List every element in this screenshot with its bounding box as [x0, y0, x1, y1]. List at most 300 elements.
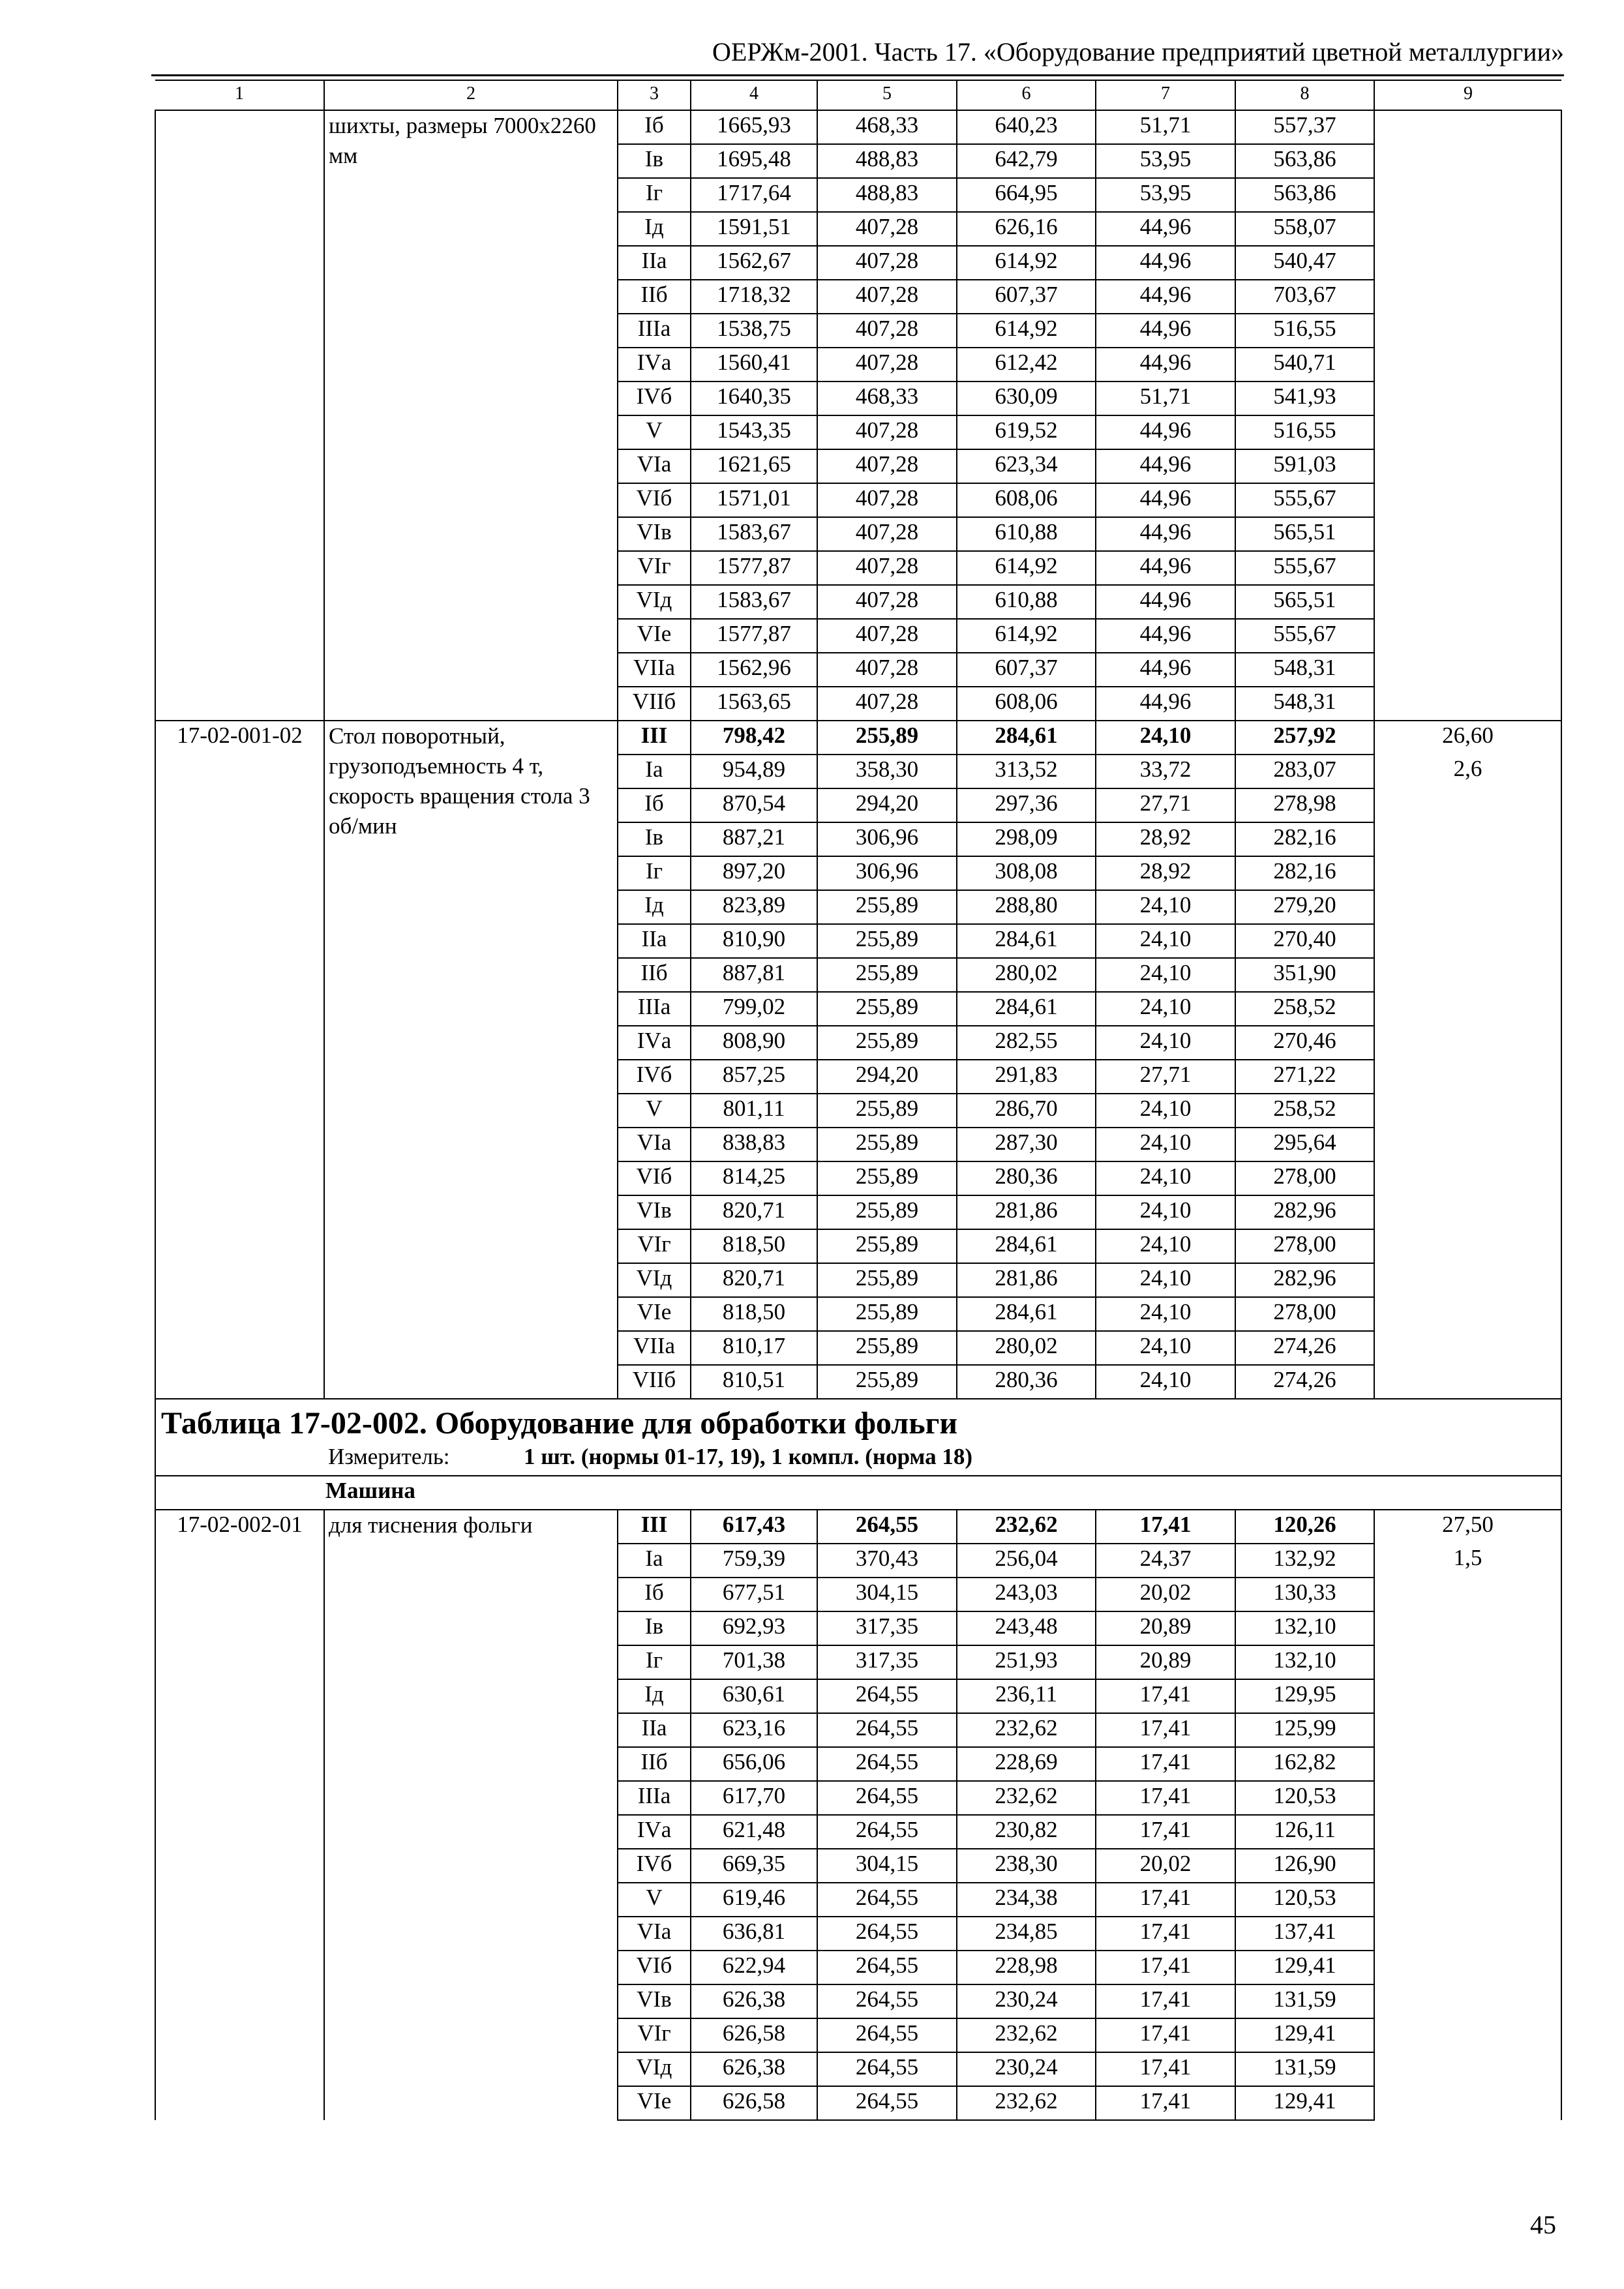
value-cell: 264,55 [817, 1747, 957, 1781]
value-cell: 24,10 [1096, 1365, 1235, 1399]
zone-cell: VIIа [618, 1331, 691, 1365]
value-cell: 24,10 [1096, 1297, 1235, 1331]
extra-cell [1374, 1917, 1561, 1951]
value-cell: 264,55 [817, 1951, 957, 1984]
column-number: 5 [817, 80, 957, 110]
item-code: 17-02-002-01 [155, 1510, 324, 2120]
value-cell: 284,61 [957, 721, 1096, 755]
value-cell: 692,93 [691, 1611, 817, 1645]
value-cell: 20,02 [1096, 1849, 1235, 1883]
value-cell: 317,35 [817, 1645, 957, 1679]
value-cell: 264,55 [817, 2086, 957, 2120]
value-cell: 264,55 [817, 1815, 957, 1849]
value-cell: 557,37 [1235, 110, 1374, 144]
value-cell: 516,55 [1235, 314, 1374, 348]
value-cell: 129,41 [1235, 1951, 1374, 1984]
value-cell: 488,83 [817, 178, 957, 212]
value-cell: 230,24 [957, 2052, 1096, 2086]
value-cell: 630,09 [957, 382, 1096, 415]
value-cell: 656,06 [691, 1747, 817, 1781]
value-cell: 24,10 [1096, 1094, 1235, 1128]
zone-cell: V [618, 415, 691, 449]
value-cell: 897,20 [691, 856, 817, 890]
value-cell: 614,92 [957, 246, 1096, 280]
value-cell: 284,61 [957, 924, 1096, 958]
zone-cell: VIа [618, 1917, 691, 1951]
value-cell: 278,00 [1235, 1161, 1374, 1195]
extra-cell [1374, 890, 1561, 924]
value-cell: 640,23 [957, 110, 1096, 144]
value-cell: 24,10 [1096, 1263, 1235, 1297]
value-cell: 17,41 [1096, 1713, 1235, 1747]
value-cell: 548,31 [1235, 687, 1374, 721]
value-cell: 282,96 [1235, 1263, 1374, 1297]
value-cell: 255,89 [817, 890, 957, 924]
rates-table [155, 80, 1562, 2121]
table-row [155, 110, 1561, 144]
value-cell: 291,83 [957, 1060, 1096, 1094]
value-cell: 24,10 [1096, 992, 1235, 1026]
value-cell: 407,28 [817, 348, 957, 382]
value-cell: 308,08 [957, 856, 1096, 890]
value-cell: 44,96 [1096, 212, 1235, 246]
value-cell: 887,81 [691, 958, 817, 992]
value-cell: 17,41 [1096, 1883, 1235, 1917]
value-cell: 304,15 [817, 1578, 957, 1611]
value-cell: 279,20 [1235, 890, 1374, 924]
value-cell: 255,89 [817, 1297, 957, 1331]
extra-cell: 27,50 [1374, 1510, 1561, 1544]
extra-cell [1374, 1645, 1561, 1679]
value-cell: 1621,65 [691, 449, 817, 483]
zone-cell: Iг [618, 1645, 691, 1679]
page-header: ОЕРЖм-2001. Часть 17. «Оборудование предприятий цветной металлургии» [712, 37, 1564, 67]
zone-cell: VIе [618, 619, 691, 653]
value-cell: 626,16 [957, 212, 1096, 246]
value-cell: 808,90 [691, 1026, 817, 1060]
value-cell: 17,41 [1096, 1951, 1235, 1984]
zone-cell: VIг [618, 551, 691, 585]
value-cell: 132,10 [1235, 1645, 1374, 1679]
value-cell: 1563,65 [691, 687, 817, 721]
value-cell: 857,25 [691, 1060, 817, 1094]
value-cell: 255,89 [817, 1331, 957, 1365]
value-cell: 617,70 [691, 1781, 817, 1815]
value-cell: 131,59 [1235, 1984, 1374, 2018]
value-cell: 1543,35 [691, 415, 817, 449]
value-cell: 294,20 [817, 1060, 957, 1094]
value-cell: 162,82 [1235, 1747, 1374, 1781]
value-cell: 280,36 [957, 1365, 1096, 1399]
value-cell: 238,30 [957, 1849, 1096, 1883]
value-cell: 304,15 [817, 1849, 957, 1883]
zone-cell: Iа [618, 1544, 691, 1578]
value-cell: 607,37 [957, 280, 1096, 314]
zone-cell: Iг [618, 178, 691, 212]
value-cell: 255,89 [817, 1094, 957, 1128]
value-cell: 44,96 [1096, 415, 1235, 449]
extra-cell [1374, 382, 1561, 415]
extra-cell [1374, 517, 1561, 551]
value-cell: 820,71 [691, 1195, 817, 1229]
value-cell: 468,33 [817, 110, 957, 144]
extra-cell [1374, 1883, 1561, 1917]
zone-cell: VIIа [618, 653, 691, 687]
zone-cell: IIIа [618, 992, 691, 1026]
extra-cell [1374, 212, 1561, 246]
value-cell: 810,17 [691, 1331, 817, 1365]
meter-value: 1 шт. (нормы 01-17, 19), 1 компл. (норма 18) [524, 1444, 973, 1469]
value-cell: 814,25 [691, 1161, 817, 1195]
column-number: 6 [957, 80, 1096, 110]
value-cell: 887,21 [691, 822, 817, 856]
value-cell: 255,89 [817, 924, 957, 958]
value-cell: 677,51 [691, 1578, 817, 1611]
value-cell: 278,98 [1235, 788, 1374, 822]
value-cell: 555,67 [1235, 619, 1374, 653]
extra-cell: 26,60 [1374, 721, 1561, 755]
zone-cell: IIб [618, 1747, 691, 1781]
value-cell: 283,07 [1235, 755, 1374, 788]
value-cell: 24,10 [1096, 958, 1235, 992]
value-cell: 232,62 [957, 1781, 1096, 1815]
item-description: для тиснения фольги [324, 1510, 618, 2120]
value-cell: 541,93 [1235, 382, 1374, 415]
zone-cell: VIб [618, 483, 691, 517]
value-cell: 284,61 [957, 1229, 1096, 1263]
zone-cell: IVа [618, 1815, 691, 1849]
extra-cell [1374, 856, 1561, 890]
value-cell: 24,10 [1096, 1229, 1235, 1263]
extra-cell [1374, 314, 1561, 348]
value-cell: 1717,64 [691, 178, 817, 212]
zone-cell: Iв [618, 822, 691, 856]
extra-cell [1374, 2052, 1561, 2086]
value-cell: 286,70 [957, 1094, 1096, 1128]
item-code: 17-02-001-02 [155, 721, 324, 1399]
value-cell: 1562,67 [691, 246, 817, 280]
value-cell: 243,48 [957, 1611, 1096, 1645]
value-cell: 1538,75 [691, 314, 817, 348]
zone-cell: Iа [618, 755, 691, 788]
value-cell: 823,89 [691, 890, 817, 924]
value-cell: 20,89 [1096, 1645, 1235, 1679]
extra-cell [1374, 1229, 1561, 1263]
extra-cell [1374, 1128, 1561, 1161]
value-cell: 818,50 [691, 1229, 817, 1263]
zone-cell: VIб [618, 1951, 691, 1984]
extra-cell [1374, 1849, 1561, 1883]
zone-cell: Iб [618, 110, 691, 144]
value-cell: 407,28 [817, 415, 957, 449]
value-cell: 313,52 [957, 755, 1096, 788]
extra-cell [1374, 687, 1561, 721]
extra-cell [1374, 1263, 1561, 1297]
value-cell: 251,93 [957, 1645, 1096, 1679]
zone-cell: Iв [618, 1611, 691, 1645]
value-cell: 264,55 [817, 1883, 957, 1917]
zone-cell: IVб [618, 382, 691, 415]
value-cell: 407,28 [817, 212, 957, 246]
extra-cell [1374, 924, 1561, 958]
table-title-cell [155, 1399, 1561, 1476]
value-cell: 125,99 [1235, 1713, 1374, 1747]
extra-cell [1374, 992, 1561, 1026]
value-cell: 278,00 [1235, 1229, 1374, 1263]
value-cell: 317,35 [817, 1611, 957, 1645]
value-cell: 228,69 [957, 1747, 1096, 1781]
value-cell: 234,38 [957, 1883, 1096, 1917]
subheading: Машина [155, 1476, 1561, 1510]
value-cell: 540,71 [1235, 348, 1374, 382]
value-cell: 284,61 [957, 992, 1096, 1026]
value-cell: 810,90 [691, 924, 817, 958]
value-cell: 232,62 [957, 2018, 1096, 2052]
zone-cell: VIIб [618, 687, 691, 721]
zone-cell: IVа [618, 348, 691, 382]
extra-cell [1374, 551, 1561, 585]
column-number: 9 [1374, 80, 1561, 110]
value-cell: 17,41 [1096, 1781, 1235, 1815]
value-cell: 636,81 [691, 1917, 817, 1951]
value-cell: 1718,32 [691, 280, 817, 314]
zone-cell: Iд [618, 1679, 691, 1713]
extra-cell [1374, 1951, 1561, 1984]
value-cell: 28,92 [1096, 856, 1235, 890]
value-cell: 701,38 [691, 1645, 817, 1679]
value-cell: 44,96 [1096, 653, 1235, 687]
value-cell: 51,71 [1096, 110, 1235, 144]
value-cell: 264,55 [817, 2018, 957, 2052]
value-cell: 131,59 [1235, 2052, 1374, 2086]
value-cell: 488,83 [817, 144, 957, 178]
value-cell: 614,92 [957, 314, 1096, 348]
value-cell: 44,96 [1096, 280, 1235, 314]
value-cell: 270,40 [1235, 924, 1374, 958]
value-cell: 799,02 [691, 992, 817, 1026]
value-cell: 407,28 [817, 280, 957, 314]
value-cell: 255,89 [817, 1026, 957, 1060]
value-cell: 630,61 [691, 1679, 817, 1713]
table-title-row [155, 1399, 1561, 1476]
zone-cell: IIа [618, 924, 691, 958]
zone-cell: V [618, 1883, 691, 1917]
value-cell: 53,95 [1096, 178, 1235, 212]
value-cell: 555,67 [1235, 551, 1374, 585]
value-cell: 280,36 [957, 1161, 1096, 1195]
value-cell: 608,06 [957, 483, 1096, 517]
value-cell: 801,11 [691, 1094, 817, 1128]
zone-cell: Iб [618, 788, 691, 822]
table-meter [161, 1443, 1556, 1471]
extra-cell [1374, 110, 1561, 144]
value-cell: 1591,51 [691, 212, 817, 246]
value-cell: 820,71 [691, 1263, 817, 1297]
value-cell: 1577,87 [691, 551, 817, 585]
value-cell: 255,89 [817, 1263, 957, 1297]
value-cell: 17,41 [1096, 2052, 1235, 2086]
value-cell: 20,02 [1096, 1578, 1235, 1611]
value-cell: 626,58 [691, 2018, 817, 2052]
value-cell: 257,92 [1235, 721, 1374, 755]
value-cell: 44,96 [1096, 551, 1235, 585]
value-cell: 591,03 [1235, 449, 1374, 483]
value-cell: 358,30 [817, 755, 957, 788]
value-cell: 306,96 [817, 856, 957, 890]
value-cell: 282,16 [1235, 822, 1374, 856]
zone-cell: IIа [618, 1713, 691, 1747]
value-cell: 623,34 [957, 449, 1096, 483]
zone-cell: VIд [618, 585, 691, 619]
extra-cell [1374, 1026, 1561, 1060]
value-cell: 255,89 [817, 1365, 957, 1399]
value-cell: 626,58 [691, 2086, 817, 2120]
page-number: 45 [1530, 2210, 1556, 2239]
value-cell: 243,03 [957, 1578, 1096, 1611]
value-cell: 297,36 [957, 788, 1096, 822]
value-cell: 1640,35 [691, 382, 817, 415]
value-cell: 264,55 [817, 1917, 957, 1951]
value-cell: 17,41 [1096, 1917, 1235, 1951]
value-cell: 563,86 [1235, 144, 1374, 178]
value-cell: 126,11 [1235, 1815, 1374, 1849]
value-cell: 24,10 [1096, 1195, 1235, 1229]
value-cell: 565,51 [1235, 585, 1374, 619]
item-description: Стол поворотный, грузоподъемность 4 т, скорость вращения стола 3 об/мин [324, 721, 618, 1399]
value-cell: 274,26 [1235, 1331, 1374, 1365]
value-cell: 1695,48 [691, 144, 817, 178]
value-cell: 612,42 [957, 348, 1096, 382]
zone-cell: VIа [618, 449, 691, 483]
zone-cell: VIд [618, 2052, 691, 2086]
value-cell: 407,28 [817, 687, 957, 721]
value-cell: 798,42 [691, 721, 817, 755]
value-cell: 407,28 [817, 449, 957, 483]
extra-cell [1374, 415, 1561, 449]
value-cell: 20,89 [1096, 1611, 1235, 1645]
extra-cell [1374, 1984, 1561, 2018]
value-cell: 255,89 [817, 1161, 957, 1195]
column-number: 3 [618, 80, 691, 110]
extra-cell [1374, 348, 1561, 382]
value-cell: 44,96 [1096, 314, 1235, 348]
value-cell: 1562,96 [691, 653, 817, 687]
header-rule [151, 74, 1564, 76]
value-cell: 271,22 [1235, 1060, 1374, 1094]
value-cell: 818,50 [691, 1297, 817, 1331]
meter-label: Измеритель: [328, 1444, 450, 1469]
column-number: 4 [691, 80, 817, 110]
extra-cell [1374, 653, 1561, 687]
value-cell: 281,86 [957, 1263, 1096, 1297]
value-cell: 17,41 [1096, 1510, 1235, 1544]
extra-cell [1374, 280, 1561, 314]
value-cell: 24,10 [1096, 1026, 1235, 1060]
value-cell: 565,51 [1235, 517, 1374, 551]
value-cell: 132,10 [1235, 1611, 1374, 1645]
extra-cell [1374, 1331, 1561, 1365]
value-cell: 126,90 [1235, 1849, 1374, 1883]
value-cell: 622,94 [691, 1951, 817, 1984]
value-cell: 24,10 [1096, 1161, 1235, 1195]
zone-cell: VIе [618, 1297, 691, 1331]
extra-cell [1374, 1679, 1561, 1713]
extra-cell [1374, 1781, 1561, 1815]
value-cell: 407,28 [817, 585, 957, 619]
value-cell: 540,47 [1235, 246, 1374, 280]
value-cell: 608,06 [957, 687, 1096, 721]
extra-cell [1374, 1611, 1561, 1645]
value-cell: 24,10 [1096, 721, 1235, 755]
value-cell: 614,92 [957, 619, 1096, 653]
extra-cell [1374, 1297, 1561, 1331]
extra-cell [1374, 619, 1561, 653]
extra-cell: 2,6 [1374, 755, 1561, 788]
value-cell: 563,86 [1235, 178, 1374, 212]
value-cell: 282,96 [1235, 1195, 1374, 1229]
value-cell: 17,41 [1096, 1679, 1235, 1713]
extra-cell [1374, 246, 1561, 280]
zone-cell: V [618, 1094, 691, 1128]
value-cell: 264,55 [817, 1984, 957, 2018]
value-cell: 270,46 [1235, 1026, 1374, 1060]
value-cell: 810,51 [691, 1365, 817, 1399]
value-cell: 278,00 [1235, 1297, 1374, 1331]
zone-cell: Iд [618, 890, 691, 924]
value-cell: 1665,93 [691, 110, 817, 144]
value-cell: 669,35 [691, 1849, 817, 1883]
extra-cell [1374, 1747, 1561, 1781]
extra-cell [1374, 1060, 1561, 1094]
zone-cell: IVб [618, 1849, 691, 1883]
value-cell: 295,64 [1235, 1128, 1374, 1161]
zone-cell: Iг [618, 856, 691, 890]
item-code [155, 110, 324, 721]
value-cell: 617,43 [691, 1510, 817, 1544]
value-cell: 24,10 [1096, 924, 1235, 958]
value-cell: 232,62 [957, 1510, 1096, 1544]
value-cell: 232,62 [957, 1713, 1096, 1747]
value-cell: 24,10 [1096, 1331, 1235, 1365]
value-cell: 27,71 [1096, 788, 1235, 822]
value-cell: 407,28 [817, 619, 957, 653]
value-cell: 407,28 [817, 246, 957, 280]
value-cell: 120,26 [1235, 1510, 1374, 1544]
value-cell: 228,98 [957, 1951, 1096, 1984]
extra-cell [1374, 449, 1561, 483]
value-cell: 954,89 [691, 755, 817, 788]
value-cell: 255,89 [817, 1128, 957, 1161]
value-cell: 28,92 [1096, 822, 1235, 856]
table-title: Таблица 17-02-002. Оборудование для обработки фольги [161, 1406, 958, 1441]
table-row [155, 721, 1561, 755]
extra-cell [1374, 2086, 1561, 2120]
value-cell: 51,71 [1096, 382, 1235, 415]
value-cell: 264,55 [817, 1713, 957, 1747]
value-cell: 759,39 [691, 1544, 817, 1578]
value-cell: 284,61 [957, 1297, 1096, 1331]
value-cell: 255,89 [817, 1229, 957, 1263]
extra-cell [1374, 1195, 1561, 1229]
column-number: 7 [1096, 80, 1235, 110]
value-cell: 24,37 [1096, 1544, 1235, 1578]
extra-cell [1374, 2018, 1561, 2052]
value-cell: 264,55 [817, 1781, 957, 1815]
subheading-row [155, 1476, 1561, 1510]
column-number: 2 [324, 80, 618, 110]
value-cell: 407,28 [817, 653, 957, 687]
value-cell: 351,90 [1235, 958, 1374, 992]
